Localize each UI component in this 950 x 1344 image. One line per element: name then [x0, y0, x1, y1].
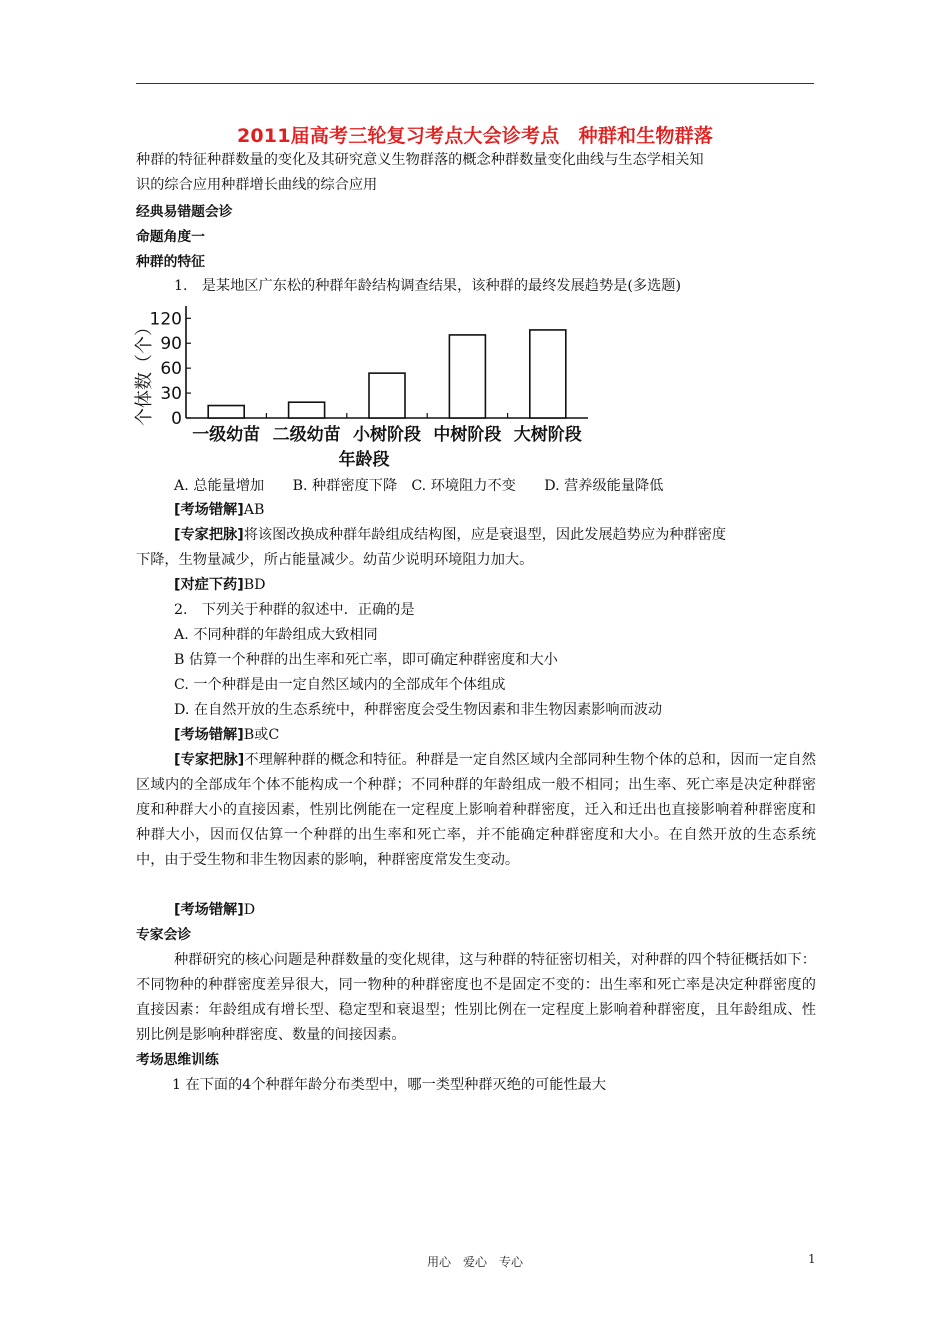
bar: [530, 330, 566, 418]
q1-expert-2: 下降，生物量减少，所占能量减少。幼苗少说明环境阻力加大。: [136, 552, 534, 568]
tag-cure: [对症下药]: [174, 577, 244, 593]
training-question-1: 1 在下面的4个种群年龄分布类型中，哪一类型种群灭绝的可能性最大: [172, 1077, 607, 1093]
tag-expert-2: [专家把脉]: [174, 752, 245, 768]
q1-cure: BD: [243, 577, 266, 593]
doc-title: 2011届高考三轮复习考点大会诊考点 种群和生物群落: [236, 125, 714, 147]
q1-expert-line: [174, 525, 726, 545]
q1-cure-line: [174, 575, 266, 595]
q2-error: B或C: [243, 727, 280, 743]
bar: [369, 373, 405, 418]
heading-expert-consult: 专家会诊: [136, 927, 192, 943]
bar: [449, 335, 485, 418]
bar: [289, 402, 325, 418]
category-label: 一级幼苗: [192, 425, 261, 445]
intro-line-1: 种群的特征种群数量的变化及其研究意义生物群落的概念种群数量变化曲线与生态学相关知: [136, 152, 704, 168]
q2-option-c: C. 一个种群是由一定自然区域内的全部成年个体组成: [174, 677, 506, 693]
heading-training: 考场思维训练: [136, 1052, 219, 1068]
q1-error: AB: [243, 502, 265, 518]
y-tick-label: 90: [160, 334, 182, 355]
q2-answer-line: [174, 900, 255, 920]
bar: [208, 406, 244, 418]
y-axis-label: 个体数（个）: [134, 318, 155, 426]
tag-answer: [考场错解]: [174, 902, 244, 918]
q1-expert-1: 将该图改换成种群年龄组成结构图，应是衰退型，因此发展趋势应为种群密度: [243, 527, 727, 543]
heading-classic: 经典易错题会诊: [136, 204, 233, 220]
q2-option-d: D. 在自然开放的生态系统中，种群密度会受生物因素和非生物因素影响而波动: [174, 702, 663, 718]
category-label: 大树阶段: [513, 425, 582, 445]
category-label: 小树阶段: [353, 425, 421, 445]
q2-option-a: A. 不同种群的年龄组成大致相同: [174, 627, 378, 643]
tag-expert: [专家把脉]: [174, 527, 244, 543]
y-tick-label: 0: [171, 409, 182, 429]
page-number: 1: [808, 1252, 816, 1266]
question-1-options: A. 总能量增加 B. 种群密度下降 C. 环境阻力不变 D. 营养级能量降低: [174, 478, 664, 494]
heading-feature: 种群的特征: [136, 254, 205, 270]
q2-error-line: [174, 725, 279, 745]
category-label: 中树阶段: [433, 425, 502, 445]
question-1: 1. 是某地区广东松的种群年龄结构调查结果，该种群的最终发展趋势是(多选题): [174, 278, 681, 294]
y-tick-label: 120: [149, 309, 182, 330]
y-tick-label: 60: [160, 359, 182, 380]
tag-error-2: [考场错解]: [174, 727, 244, 743]
tag-error: [考场错解]: [174, 502, 244, 518]
page-footer: 用心 爱心 专心: [426, 1255, 523, 1269]
age-structure-chart: [120, 300, 600, 480]
q2-expert-paragraph: [136, 748, 816, 873]
q1-error-line: [174, 500, 264, 520]
heading-angle: 命题角度一: [136, 229, 205, 245]
intro-line-2: 识的综合应用种群增长曲线的综合应用: [136, 177, 378, 193]
consult-paragraph: 种群研究的核心问题是种群数量的变化规律，这与种群的特征密切相关，对种群的四个特征概括如下：不同物种的种群密度差异很大，同一物种的种群密度也不是固定不变的：出生率和死亡率是决定种群密度的直接因素：年龄组成有增长型、稳定型和衰退型；性别比例在一定程度上影响着种群密度，且年龄组成、性别比例是影响种群密度、数量的间接因素。: [136, 952, 816, 1043]
x-axis-label: 年龄段: [338, 450, 390, 470]
header-rule: [136, 83, 814, 84]
category-label: 二级幼苗: [272, 425, 341, 445]
question-2: 2. 下列关于种群的叙述中．正确的是: [174, 602, 415, 618]
q2-option-b: B 估算一个种群的出生率和死亡率，即可确定种群密度和大小: [174, 652, 558, 668]
q2-answer: D: [243, 902, 256, 918]
y-tick-label: 30: [160, 384, 182, 405]
q2-expert: 不理解种群的概念和特征。种群是一定自然区域内全部同种生物个体的总和，因而一定自然区域内的全部成年个体不能构成一个种群；不同种群的年龄组成一般不相同；出生率、死亡率是决定种群密度和种群大小的直接因素，性别比例能在一定程度上影响着种群密度，迁入和迁出也直接影响着种群密度和种群大小，因而仅估算一个种群的出生率和死亡率，并不能确定种群密度和大小。在自然开放的生态系统中，由于受生物和非生物因素的影响，种群密度常发生变动。: [136, 752, 816, 868]
